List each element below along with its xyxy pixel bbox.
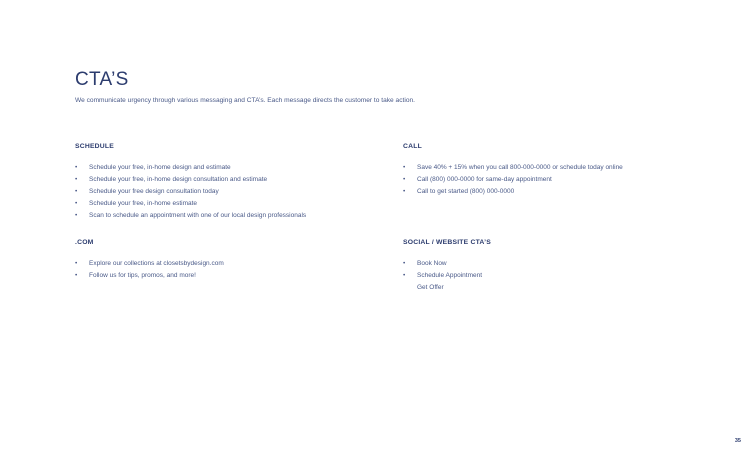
social-list [403,258,491,294]
list-item [403,162,623,174]
intro-text: We communicate urgency through various messaging and CTA’s. Each message directs the customer to take action. [75,97,415,104]
bullet-icon: • [75,163,78,171]
list-item-text: Book Now [417,259,447,267]
bullet-icon: • [403,163,406,171]
list-item-text: Follow us for tips, promos, and more! [89,271,196,279]
list-item-text: Scan to schedule an appointment with one of our local design professionals [89,211,307,219]
list-item-text: Schedule Appointment [417,271,483,279]
bullet-icon: • [75,211,78,219]
list-item-text: Get Offer [417,283,444,291]
list-item [403,174,623,186]
list-item-text: Call to get started (800) 000-0000 [417,187,515,195]
bullet-icon: • [75,175,78,183]
call-list [403,162,623,198]
bullet-icon: • [403,259,406,267]
schedule-section [75,144,306,222]
com-list [75,258,224,282]
list-item-text: Schedule your free, in-home estimate [89,199,198,207]
social-section [403,240,491,294]
schedule-list [75,162,306,222]
list-item [75,162,306,174]
social-heading: SOCIAL / WEBSITE CTA’S [403,239,491,246]
list-item [403,186,623,198]
list-item-text: Schedule your free design consultation today [89,187,219,195]
bullet-icon: • [403,187,406,195]
list-item-text: Explore our collections at closetsbydesign.com [89,259,224,267]
list-item [75,258,224,270]
list-item [75,186,306,198]
list-item [403,258,491,270]
call-section [403,144,623,198]
bullet-icon: • [75,187,78,195]
list-item [75,210,306,222]
list-item [403,270,491,282]
list-item-text: Schedule your free, in-home design consultation and estimate [89,175,268,183]
bullet-icon: • [75,199,78,207]
list-item-text: Call (800) 000-0000 for same-day appointment [417,175,552,183]
page-number: 35 [734,438,741,444]
list-item [75,270,224,282]
list-item [75,198,306,210]
bullet-icon: • [403,175,406,183]
list-item [75,174,306,186]
list-item-text: Schedule your free, in-home design and estimate [89,163,231,171]
com-section [75,240,224,282]
com-heading: .COM [75,239,94,246]
list-item [403,282,491,294]
page-title: CTA’S [75,69,129,90]
bullet-icon: • [75,259,78,267]
schedule-heading: SCHEDULE [75,143,114,150]
list-item-text: Save 40% + 15% when you call 800-000-0000 or schedule today online [417,163,623,171]
bullet-icon: • [75,271,78,279]
call-heading: CALL [403,143,422,150]
bullet-icon: • [403,271,406,279]
